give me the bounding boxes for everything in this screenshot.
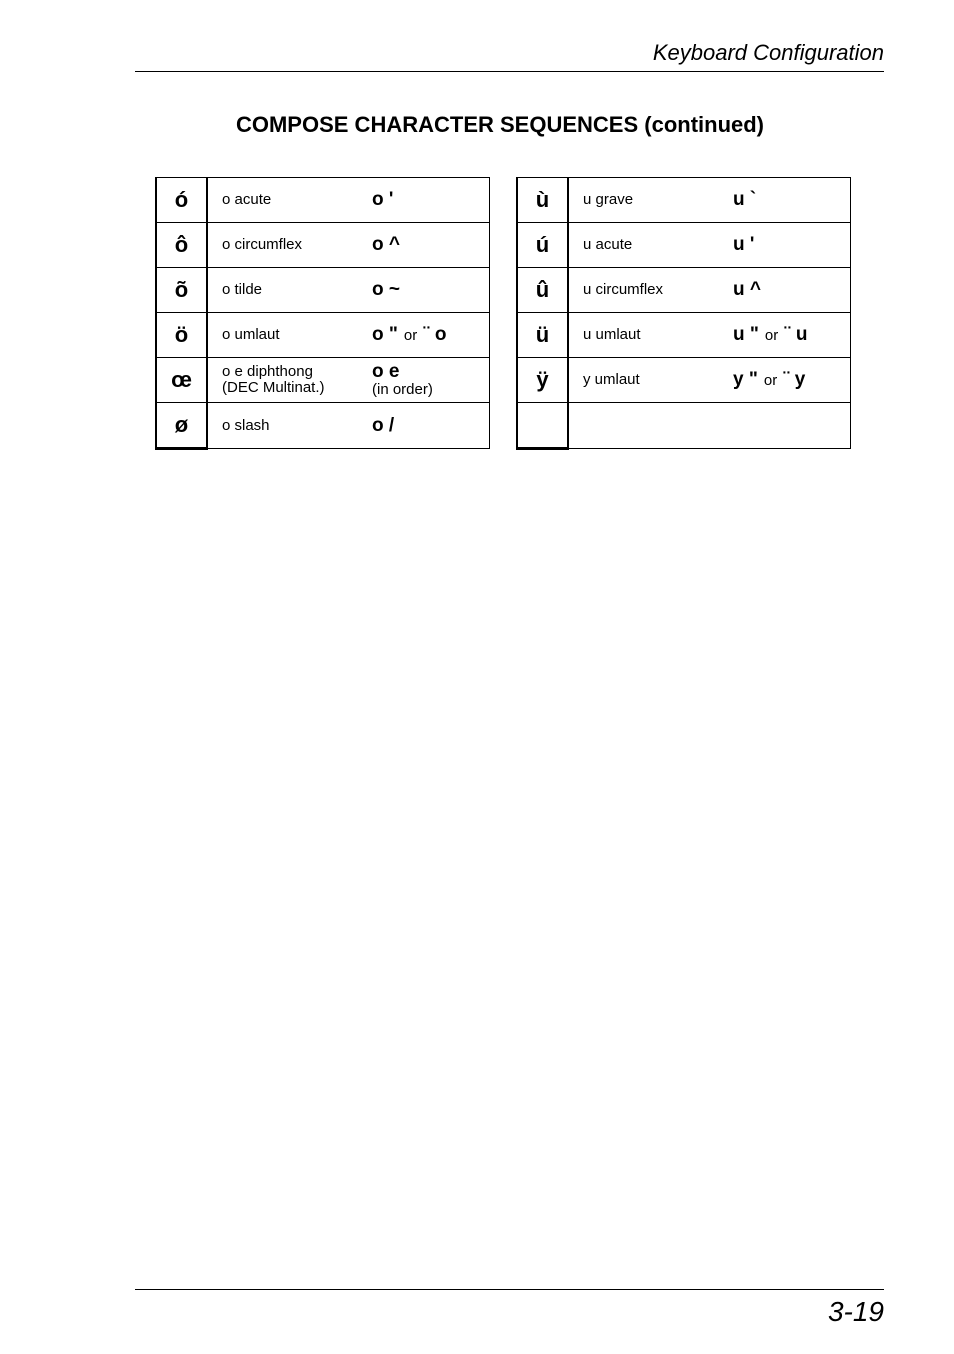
sequence-line <box>372 325 489 346</box>
description-text: u grave <box>583 191 634 208</box>
table-row <box>517 178 851 223</box>
description-text: y umlaut <box>583 371 640 388</box>
sequence-cell <box>372 403 490 449</box>
sequence-cell <box>372 358 490 403</box>
table-row <box>156 313 490 358</box>
description-cell <box>207 403 372 449</box>
description-cell <box>207 223 372 268</box>
character-cell: ô <box>156 223 207 268</box>
sequence-keys: o " <box>372 323 398 345</box>
sequence-line <box>372 190 489 210</box>
sequence-cell <box>733 313 851 358</box>
sequence-line <box>372 280 489 300</box>
table-row <box>517 268 851 313</box>
sequence-line <box>733 190 850 210</box>
sequence-keys: u ` <box>733 189 757 210</box>
description-cell <box>207 178 372 223</box>
sequence-keys: o / <box>372 414 395 436</box>
character-cell: û <box>517 268 568 313</box>
description-text: o slash <box>222 416 270 434</box>
table-row <box>156 178 490 223</box>
sequence-cell <box>372 268 490 313</box>
sequence-cell <box>372 313 490 358</box>
sequence-keys: y " <box>733 368 758 390</box>
sequence-keys: o ' <box>372 189 394 210</box>
character-cell: ó <box>156 178 207 223</box>
header-rule <box>135 71 884 72</box>
description-text: o e diphthong <box>222 363 313 380</box>
sequence-keys: o ~ <box>372 279 400 300</box>
alternate-sequence-keys: ¨ y <box>783 368 806 390</box>
description-text: o circumflex <box>222 236 303 253</box>
description-cell <box>568 268 733 313</box>
table-row <box>517 403 851 449</box>
character-cell: œ <box>156 358 207 403</box>
sequence-cell <box>733 268 851 313</box>
or-text: or <box>763 371 778 389</box>
sequence-cell <box>733 223 851 268</box>
description-text: u umlaut <box>583 326 641 343</box>
alternate-sequence-keys: ¨ u <box>784 323 808 345</box>
sequence-keys: u " <box>733 323 759 345</box>
running-header: Keyboard Configuration <box>652 40 884 65</box>
character-cell: ù <box>517 178 568 223</box>
or-text: or <box>764 326 779 344</box>
sequence-line <box>733 325 850 346</box>
sequence-line <box>733 235 850 255</box>
table-row <box>517 313 851 358</box>
sequence-keys: o ^ <box>372 234 400 255</box>
description-cell <box>568 358 733 403</box>
sequence-cell <box>372 223 490 268</box>
character-cell: ÿ <box>517 358 568 403</box>
character-cell: ø <box>156 403 207 449</box>
sequence-line <box>733 370 850 391</box>
sequence-keys: o e <box>372 361 400 382</box>
sequence-cell <box>733 403 851 449</box>
section-title: COMPOSE CHARACTER SEQUENCES (continued) <box>235 112 765 137</box>
description-cell <box>568 313 733 358</box>
description-cell <box>568 403 733 449</box>
sequence-cell <box>733 358 851 403</box>
sequence-cell <box>372 178 490 223</box>
character-cell <box>517 403 568 449</box>
character-cell: õ <box>156 268 207 313</box>
description-cell <box>568 178 733 223</box>
sequence-line <box>372 362 489 382</box>
sequence-line <box>733 280 850 300</box>
footer-rule <box>135 1289 884 1290</box>
description-text: o acute <box>222 191 272 208</box>
sequence-note: (in order) <box>372 381 433 398</box>
sequence-line <box>372 235 489 255</box>
table-row <box>156 223 490 268</box>
table-row <box>517 223 851 268</box>
compose-table-right <box>516 177 851 450</box>
description-cell <box>207 268 372 313</box>
description-text-line2: (DEC Multinat.) <box>222 379 325 396</box>
table-row <box>156 403 490 449</box>
or-text: or <box>403 326 418 344</box>
compose-table-left <box>155 177 490 450</box>
sequence-cell <box>733 178 851 223</box>
character-cell: ü <box>517 313 568 358</box>
sequence-keys: u ^ <box>733 279 761 300</box>
description-text: o umlaut <box>222 326 280 343</box>
table-row <box>156 268 490 313</box>
description-text: o tilde <box>222 281 263 298</box>
sequence-line <box>372 416 489 436</box>
description-cell <box>207 358 372 403</box>
page-number: 3-19 <box>827 1296 884 1327</box>
description-text: u circumflex <box>583 281 664 298</box>
table-row <box>517 358 851 403</box>
description-cell <box>207 313 372 358</box>
description-text: u acute <box>583 236 633 253</box>
character-cell: ö <box>156 313 207 358</box>
description-cell <box>568 223 733 268</box>
alternate-sequence-keys: ¨ o <box>423 323 447 345</box>
character-cell: ú <box>517 223 568 268</box>
sequence-keys: u ' <box>733 234 755 255</box>
table-row <box>156 358 490 403</box>
